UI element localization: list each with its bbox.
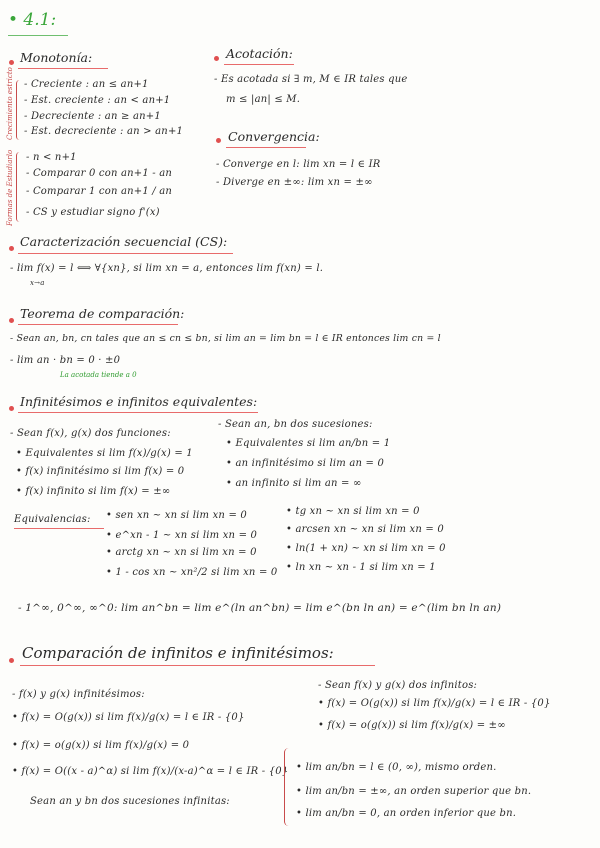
caracterizacion-heading: Caracterización secuencial (CS): <box>20 234 228 249</box>
inf-right-item: • an infinitésimo si lim an = 0 <box>226 458 385 469</box>
teorema-note: La acotada tiende a 0 <box>60 371 137 379</box>
methods-side-label: Formas de Estudiarlo <box>6 149 14 226</box>
caracterizacion-line: - lim f(x) = l ⟺ ∀{xn}, si lim xn = a, entonces lim f(xn) = l. <box>10 263 324 274</box>
equiv-left-item: • e^xn - 1 ~ xn si lim xn = 0 <box>106 530 258 541</box>
acotacion-heading: Acotación: <box>226 46 293 61</box>
inf-left-item: • f(x) infinitésimo si lim f(x) = 0 <box>16 466 185 477</box>
inf-left-item: • f(x) infinito si lim f(x) = ±∞ <box>16 486 171 497</box>
method-item: - Comparar 1 con an+1 / an <box>26 186 173 197</box>
methods-brace <box>16 152 23 222</box>
method-item: - Comparar 0 con an+1 - an <box>26 168 173 179</box>
bullet-dot <box>9 658 14 663</box>
monotonia-item: - Decreciente : an ≥ an+1 <box>24 111 161 122</box>
monotonia-item: - Est. decreciente : an > an+1 <box>24 126 184 137</box>
method-item: - CS y estudiar signo f'(x) <box>26 207 160 218</box>
monotonia-item: - Creciente : an ≤ an+1 <box>24 79 149 90</box>
comp-bottom-brace <box>284 748 293 826</box>
comp-right-item: • f(x) = o(g(x)) si lim f(x)/g(x) = ±∞ <box>318 720 506 731</box>
monotonia-item: - Est. creciente : an < an+1 <box>24 95 171 106</box>
equiv-left-item: • arctg xn ~ xn si lim xn = 0 <box>106 547 257 558</box>
equiv-label: Equivalencias: <box>14 514 91 525</box>
comp-left-item: • f(x) = O((x - a)^α) si lim f(x)/(x-a)^α = l ∈ IR - {0} <box>12 766 289 777</box>
bullet-dot <box>216 138 221 143</box>
convergencia-line: - Diverge en ±∞: lim xn = ±∞ <box>216 177 373 188</box>
comp-bottom-item: • lim an/bn = ±∞, an orden superior que bn. <box>296 786 532 797</box>
comp-bottom-item: • lim an/bn = l ∈ (0, ∞), mismo orden. <box>296 762 497 773</box>
inf-left-intro: - Sean f(x), g(x) dos funciones: <box>10 428 171 439</box>
comp-left-item: • f(x) = o(g(x)) si lim f(x)/g(x) = 0 <box>12 740 190 751</box>
indeterminate-line: - 1^∞, 0^∞, ∞^0: lim an^bn = lim e^(ln an^bn) = lim e^(bn ln an) = e^(lim bn ln an) <box>18 602 502 614</box>
equiv-right-item: • ln xn ~ xn - 1 si lim xn = 1 <box>286 562 436 573</box>
bullet-dot <box>214 56 219 61</box>
title-underline <box>8 35 68 36</box>
acotacion-line: m ≤ |an| ≤ M. <box>226 94 301 105</box>
acotacion-underline <box>224 64 294 65</box>
convergencia-heading: Convergencia: <box>228 129 320 144</box>
equiv-right-item: • tg xn ~ xn si lim xn = 0 <box>286 506 420 517</box>
teorema-line: - Sean an, bn, cn tales que an ≤ cn ≤ bn, si lim an = lim bn = l ∈ IR entonces lim cn = l <box>10 333 441 344</box>
method-item: - n < n+1 <box>26 152 77 163</box>
bullet-dot <box>9 60 14 65</box>
convergencia-underline <box>226 147 306 148</box>
acotacion-line: - Es acotada si ∃ m, M ∈ IR tales que <box>214 74 408 85</box>
bullet-dot <box>9 406 14 411</box>
monotonia-underline <box>18 68 108 69</box>
bullet-dot <box>9 318 14 323</box>
page-title: • 4.1: <box>8 10 57 30</box>
bullet-dot <box>9 246 14 251</box>
teorema-heading: Teorema de comparación: <box>20 306 185 321</box>
equiv-underline <box>14 528 104 529</box>
comp-right-intro: - Sean f(x) y g(x) dos infinitos: <box>318 680 478 691</box>
caracterizacion-sub: x→a <box>30 279 45 287</box>
teorema-line: - lim an · bn = 0 · ±0 <box>10 355 121 366</box>
monotonia-brace <box>16 80 23 140</box>
infinitesimos-heading: Infinitésimos e infinitos equivalentes: <box>20 394 258 409</box>
teorema-underline <box>18 324 178 325</box>
comp-left-intro: - f(x) y g(x) infinitésimos: <box>12 689 145 700</box>
comp-bottom-item: • lim an/bn = 0, an orden inferior que bn. <box>296 808 517 819</box>
equiv-right-item: • arcsen xn ~ xn si lim xn = 0 <box>286 524 444 535</box>
inf-right-intro: - Sean an, bn dos sucesiones: <box>218 419 373 430</box>
comp-right-item: • f(x) = O(g(x)) si lim f(x)/g(x) = l ∈ IR - {0} <box>318 698 551 709</box>
comparacion-underline <box>20 665 375 666</box>
monotonia-heading: Monotonía: <box>20 50 93 65</box>
comp-bottom-intro: Sean an y bn dos sucesiones infinitas: <box>30 796 230 807</box>
equiv-left-item: • 1 - cos xn ~ xn²/2 si lim xn = 0 <box>106 567 278 578</box>
equiv-left-item: • sen xn ~ xn si lim xn = 0 <box>106 510 247 521</box>
equiv-right-item: • ln(1 + xn) ~ xn si lim xn = 0 <box>286 543 446 554</box>
inf-right-item: • Equivalentes si lim an/bn = 1 <box>226 438 391 449</box>
caracterizacion-underline <box>18 253 233 254</box>
convergencia-line: - Converge en l: lim xn = l ∈ IR <box>216 159 381 170</box>
comp-left-item: • f(x) = O(g(x)) si lim f(x)/g(x) = l ∈ IR - {0} <box>12 712 245 723</box>
comparacion-heading: Comparación de infinitos e infinitésimos: <box>22 644 334 662</box>
infinitesimos-underline <box>18 412 258 413</box>
inf-right-item: • an infinito si lim an = ∞ <box>226 478 362 489</box>
monotonia-side-label: Crecimiento estricto <box>6 67 14 140</box>
inf-left-item: • Equivalentes si lim f(x)/g(x) = 1 <box>16 448 193 459</box>
